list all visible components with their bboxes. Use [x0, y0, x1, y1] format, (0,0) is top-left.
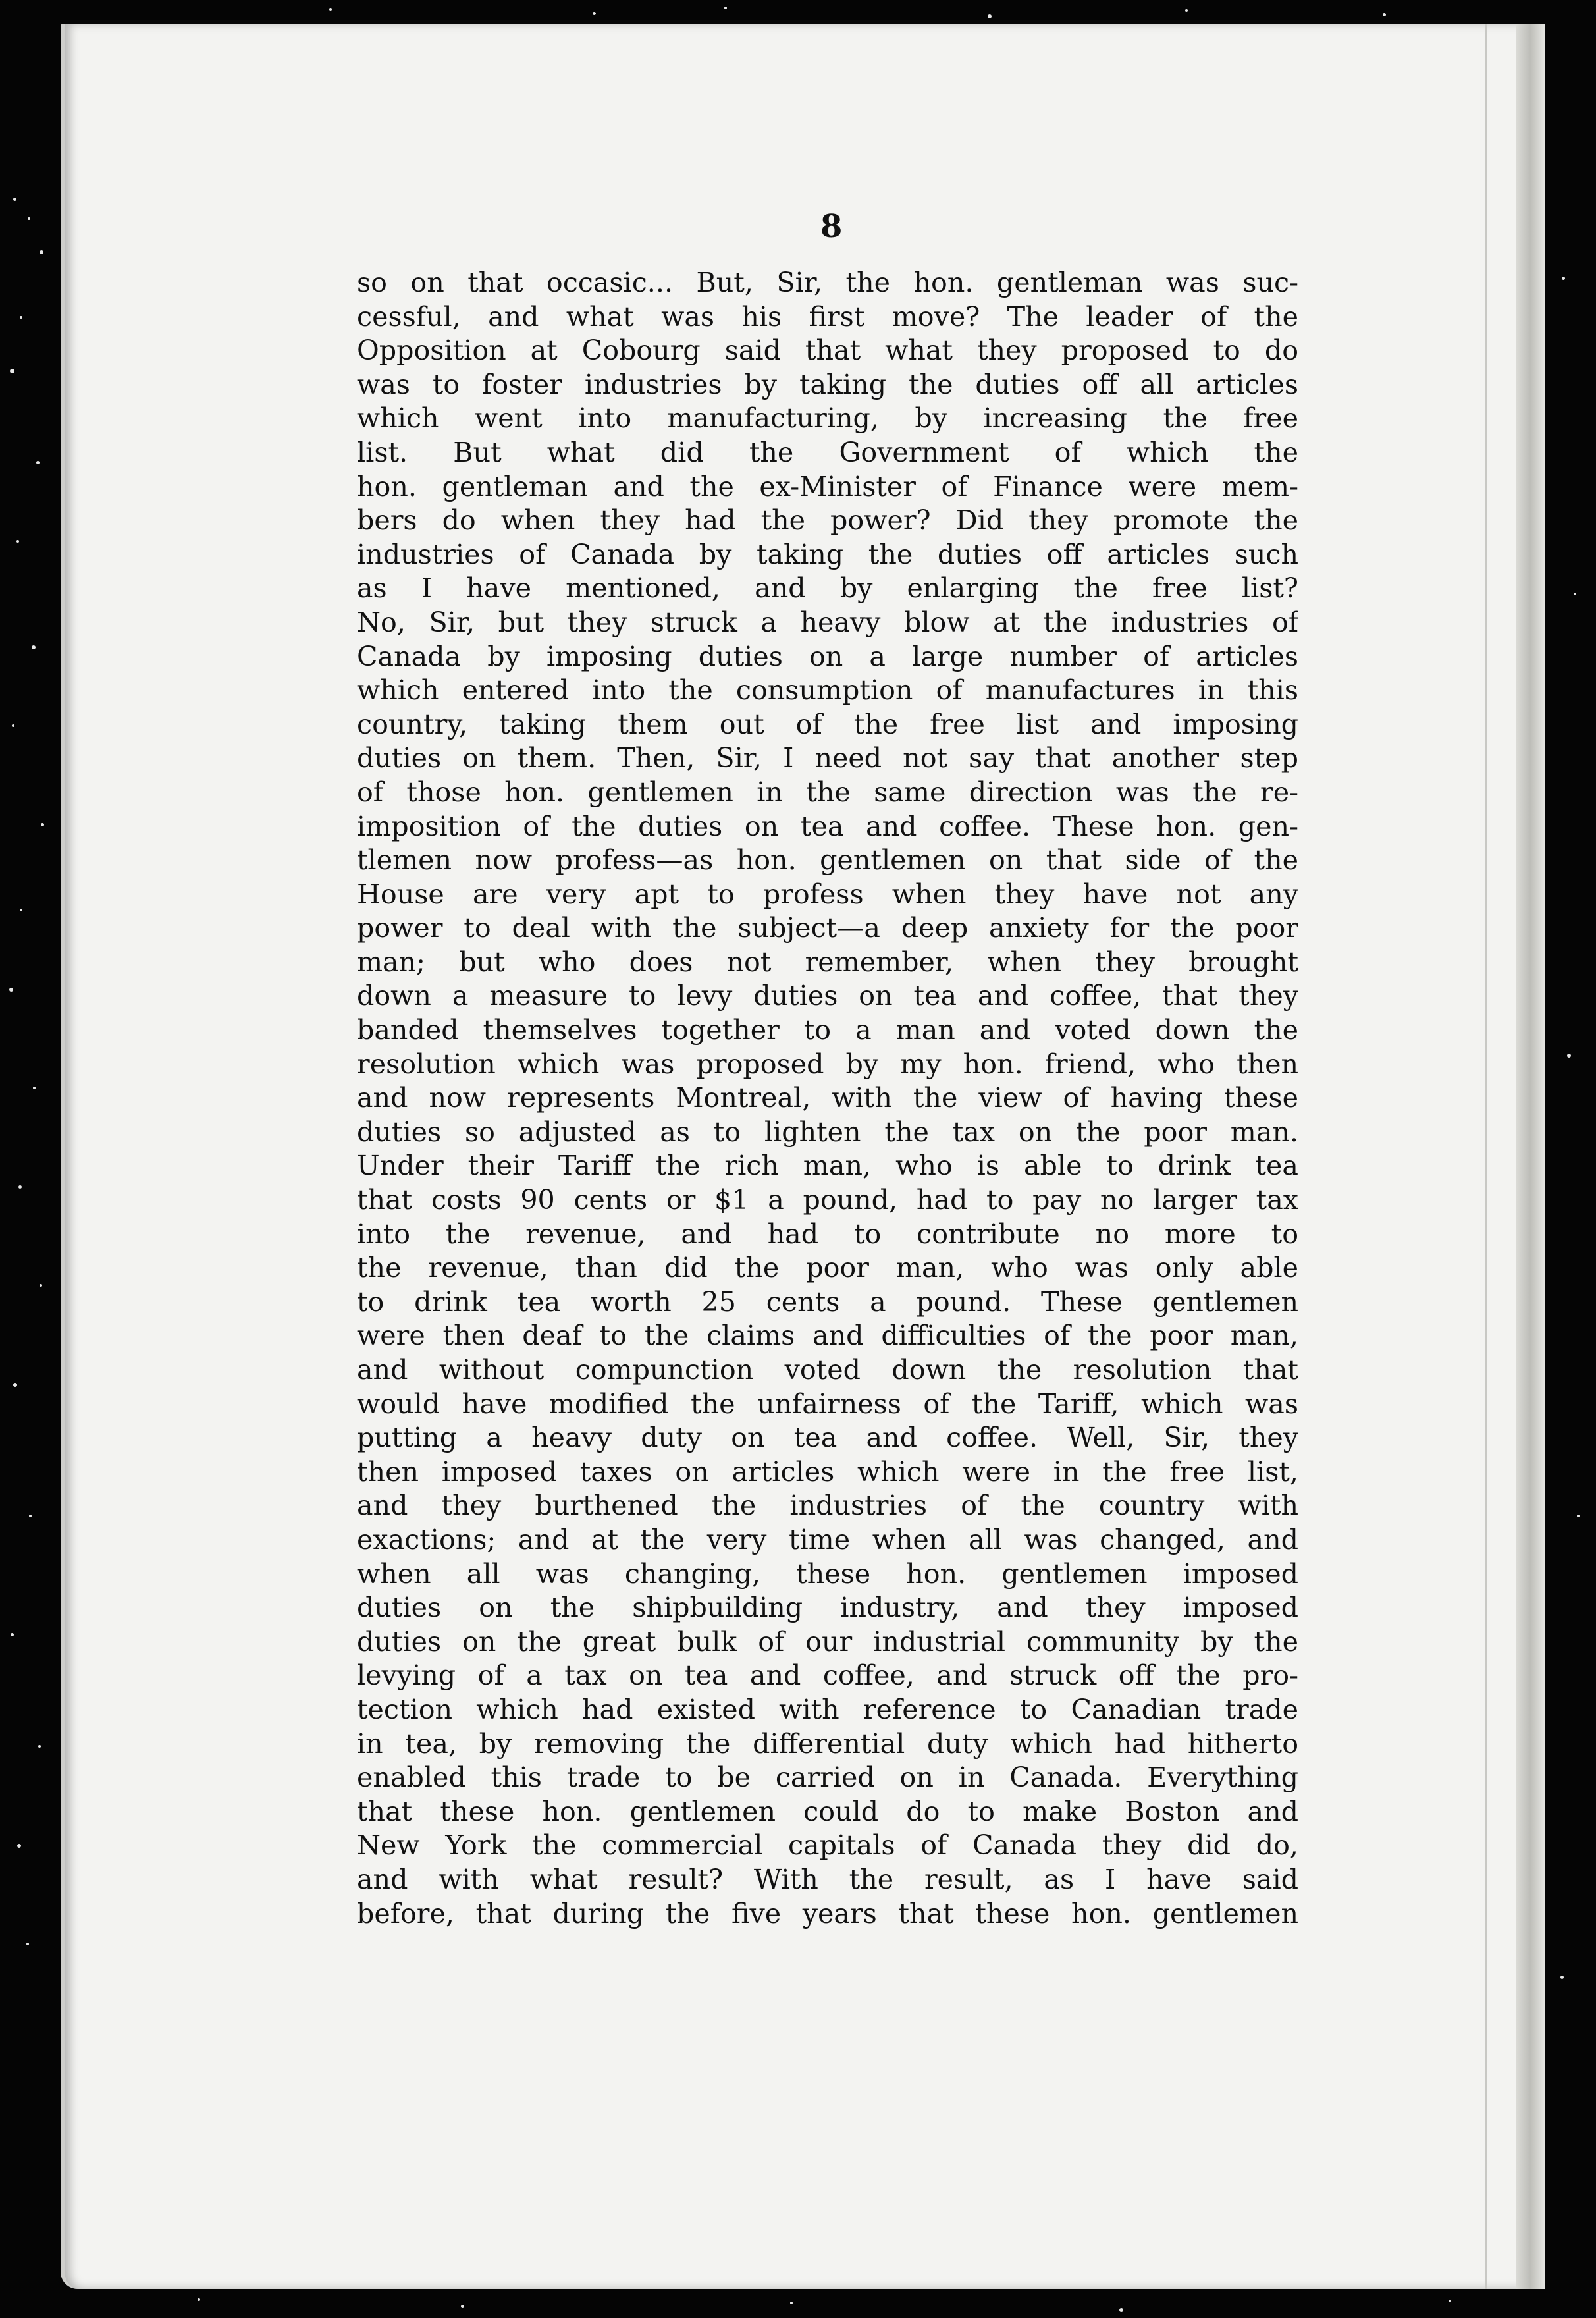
noise-speck — [1560, 1976, 1564, 1979]
text-line: duties on the great bulk of our industrial community by the — [357, 1625, 1298, 1658]
page-edge-line — [1485, 24, 1487, 2289]
text-line: House are very apt to profess when they have not any — [357, 878, 1298, 910]
noise-speck — [593, 12, 596, 15]
text-line: power to deal with the subject—a deep anxiety for the poor — [357, 912, 1298, 944]
noise-speck — [13, 198, 16, 201]
text-line: list. But what did the Government of which the — [357, 436, 1298, 468]
noise-speck — [988, 14, 992, 18]
text-line: the revenue, than did the poor man, who was only able — [357, 1252, 1298, 1284]
text-line: which entered into the consumption of manufactures in this — [357, 674, 1298, 707]
text-line: down a measure to levy duties on tea and coffee, that they — [357, 980, 1298, 1012]
noise-speck — [41, 823, 44, 826]
text-line: Under their Tariff the rich man, who is able to drink tea — [357, 1150, 1298, 1182]
text-line: in tea, by removing the differential duty which had hitherto — [357, 1727, 1298, 1760]
noise-speck — [40, 1284, 42, 1287]
text-line: enabled this trade to be carried on in Canada. Everything — [357, 1762, 1298, 1794]
page-number: 8 — [820, 208, 843, 245]
text-line: New York the commercial capitals of Canada they did do, — [357, 1829, 1298, 1862]
text-line: hon. gentleman and the ex-Minister of Finance were mem- — [357, 470, 1298, 502]
noise-speck — [724, 7, 727, 9]
text-line: when all was changing, these hon. gentlemen imposed — [357, 1557, 1298, 1590]
body-text — [357, 266, 1298, 1931]
text-line: Canada by imposing duties on a large number of articles — [357, 640, 1298, 672]
noise-speck — [1562, 277, 1565, 280]
text-line: which went into manufacturing, by increasing the free — [357, 402, 1298, 435]
text-line: imposition of the duties on tea and coffee. These hon. gen- — [357, 810, 1298, 842]
noise-speck — [32, 645, 36, 649]
noise-speck — [36, 461, 40, 464]
text-line: levying of a tax on tea and coffee, and struck off the pro- — [357, 1659, 1298, 1692]
text-line: and without compunction voted down the resolution that — [357, 1354, 1298, 1386]
text-line: were then deaf to the claims and difficulties of the poor man, — [357, 1320, 1298, 1352]
text-line: cessful, and what was his first move? The leader of the — [357, 300, 1298, 333]
noise-speck — [17, 1844, 21, 1848]
noise-speck — [33, 1087, 36, 1089]
noise-speck — [29, 1515, 32, 1517]
text-line: country, taking them out of the free list and imposing — [357, 708, 1298, 740]
noise-speck — [12, 724, 14, 727]
text-line: before, that during the five years that these hon. gentlemen — [357, 1897, 1298, 1929]
noise-speck — [1577, 1515, 1580, 1517]
noise-speck — [9, 988, 13, 992]
text-line: exactions; and at the very time when all was changed, and — [357, 1523, 1298, 1555]
text-line: bers do when they had the power? Did they promote the — [357, 504, 1298, 537]
noise-speck — [10, 369, 14, 373]
text-line: to drink tea worth 25 cents a pound. These gentlemen — [357, 1285, 1298, 1318]
noise-speck — [198, 2298, 200, 2301]
text-line: duties so adjusted as to lighten the tax on the poor man. — [357, 1116, 1298, 1148]
text-line: No, Sir, but they struck a heavy blow at the industries of — [357, 606, 1298, 638]
noise-speck — [11, 1633, 14, 1636]
text-line: resolution which was proposed by my hon. friend, who then — [357, 1048, 1298, 1080]
text-line: man; but who does not remember, when they brought — [357, 946, 1298, 978]
noise-speck — [790, 2302, 793, 2304]
noise-speck — [1449, 2300, 1451, 2302]
noise-speck — [20, 909, 22, 911]
text-line: and they burthened the industries of the country with — [357, 1490, 1298, 1522]
noise-speck — [329, 8, 332, 11]
noise-speck — [40, 250, 43, 254]
text-line: was to foster industries by taking the duties off all articles — [357, 368, 1298, 400]
text-line: as I have mentioned, and by enlarging the free list? — [357, 572, 1298, 605]
noise-speck — [1119, 2308, 1123, 2312]
text-line: that these hon. gentlemen could do to make Boston and — [357, 1795, 1298, 1827]
page-edge — [1516, 24, 1545, 2289]
text-line: tection which had existed with reference to Canadian trade — [357, 1693, 1298, 1725]
text-line: into the revenue, and had to contribute no more to — [357, 1218, 1298, 1250]
text-line: that costs 90 cents or $1 a pound, had to pay no larger tax — [357, 1184, 1298, 1216]
text-line: and with what result? With the result, as I have said — [357, 1863, 1298, 1895]
noise-speck — [16, 540, 19, 543]
noise-speck — [20, 316, 22, 319]
text-line: tlemen now profess—as hon. gentlemen on that side of the — [357, 844, 1298, 876]
noise-speck — [26, 1943, 29, 1945]
text-line: putting a heavy duty on tea and coffee. Well, Sir, they — [357, 1422, 1298, 1454]
noise-speck — [28, 217, 30, 220]
text-line: industries of Canada by taking the duties off articles such — [357, 538, 1298, 570]
noise-speck — [461, 2305, 464, 2308]
text-line: would have modified the unfairness of the Tariff, which was — [357, 1388, 1298, 1420]
noise-speck — [18, 1185, 22, 1189]
noise-speck — [1383, 13, 1386, 16]
text-line: and now represents Montreal, with the view of having these — [357, 1082, 1298, 1114]
noise-speck — [1567, 1054, 1571, 1058]
text-line: banded themselves together to a man and voted down the — [357, 1014, 1298, 1046]
text-line: then imposed taxes on articles which were in the free list, — [357, 1455, 1298, 1488]
noise-speck — [1574, 593, 1576, 595]
noise-speck — [1185, 9, 1188, 12]
text-line: so on that occasic... But, Sir, the hon. gentleman was suc- — [357, 267, 1298, 298]
text-line: of those hon. gentlemen in the same direction was the re- — [357, 776, 1298, 808]
noise-speck — [38, 1745, 41, 1748]
text-line: Opposition at Cobourg said that what they proposed to do — [357, 335, 1298, 367]
text-line: duties on the shipbuilding industry, and they imposed — [357, 1592, 1298, 1624]
text-line: duties on them. Then, Sir, I need not say that another step — [357, 742, 1298, 774]
noise-speck — [13, 1383, 17, 1387]
